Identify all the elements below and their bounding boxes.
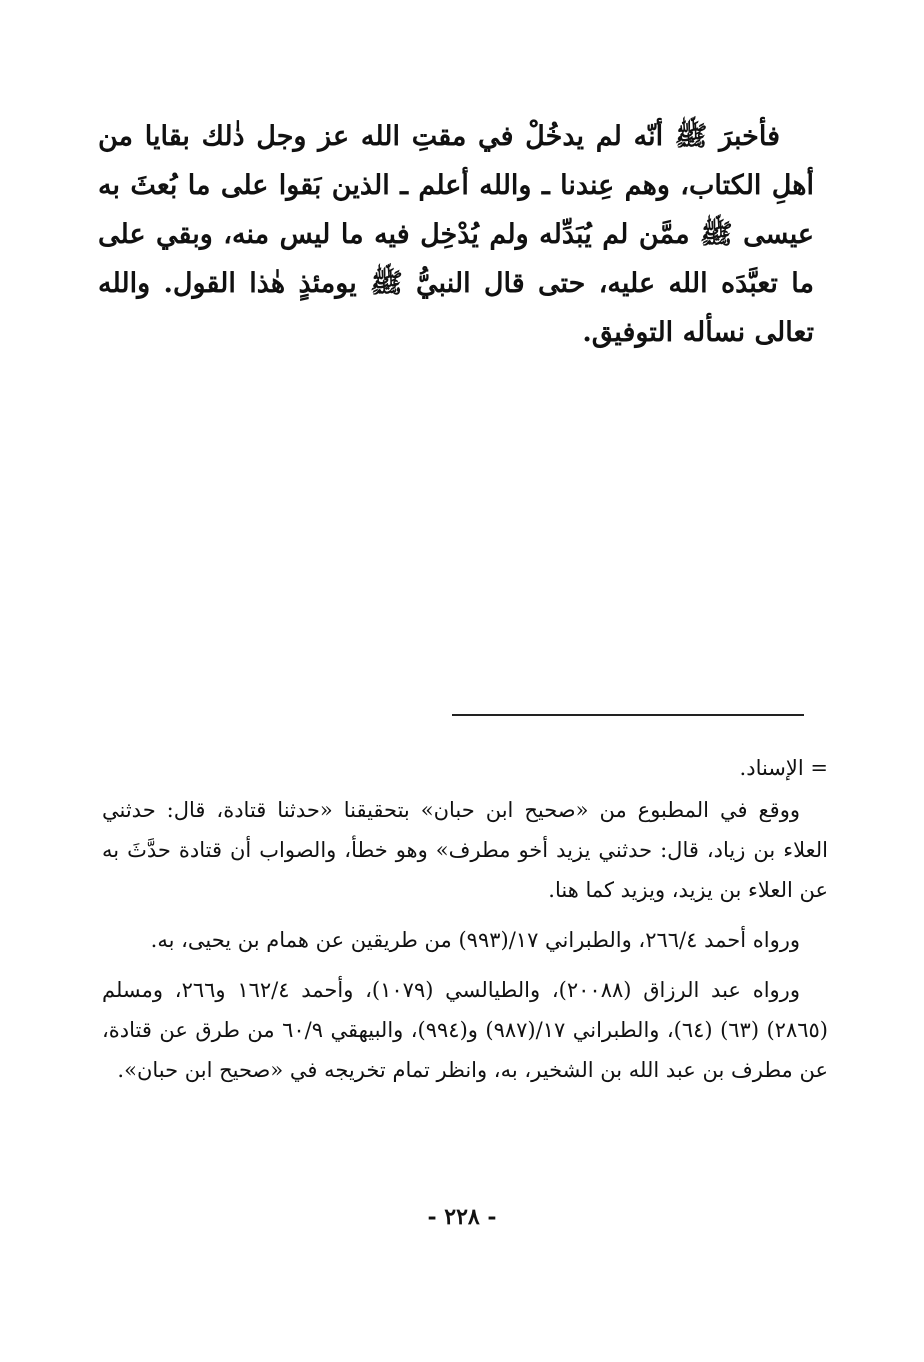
page-number: - ٢٢٨ - <box>427 1204 497 1230</box>
footnote-continuation: = الإسناد. <box>739 756 828 780</box>
footnotes <box>102 748 828 1100</box>
main-text <box>98 112 814 357</box>
main-paragraph: فأخبرَ ﷺ أنّه لم يدخُلْ في مقتِ الله عز وجل ذٰلك بقايا من أهلِ الكتاب، وهم عِندنا ـ والله أعلم ـ الذين بَقوا على ما بُعثَ به عيسى ﷺ ممَّن لم يُبَدِّله ولم يُدْخِل فيه ما ليس منه، وبقي على ما تعبَّدَه الله عليه، حتى قال النبيُّ ﷺ يومئذٍ هٰذا القول. والله تعالى نسأله التوفيق. <box>98 121 814 348</box>
footnote-paragraph: ووقع في المطبوع من «صحيح ابن حبان» بتحقيقنا «حدثنا قتادة، قال: حدثني العلاء بن زياد، قال: حدثني يزيد أخو مطرف» وهو خطأ، والصواب أن قتادة حدَّثَ به عن العلاء بن يزيد، ويزيد كما هنا. <box>102 798 828 902</box>
footnote-divider <box>452 714 804 716</box>
footnote-paragraph: ورواه أحمد ٢٦٦/٤، والطبراني ١٧/(٩٩٣) من طريقين عن همام بن يحيى، به. <box>150 928 800 952</box>
footnote-paragraph: ورواه عبد الرزاق (٢٠٠٨٨)، والطيالسي (١٠٧٩)، وأحمد ١٦٢/٤ و٢٦٦، ومسلم (٢٨٦٥) (٦٣) (٦٤)، والطبراني ١٧/(٩٨٧) و(٩٩٤)، والبيهقي ٦٠/٩ من طرق عن قتادة، عن مطرف بن عبد الله بن الشخير، به، وانظر تمام تخريجه في «صحيح ابن حبان». <box>102 978 828 1082</box>
